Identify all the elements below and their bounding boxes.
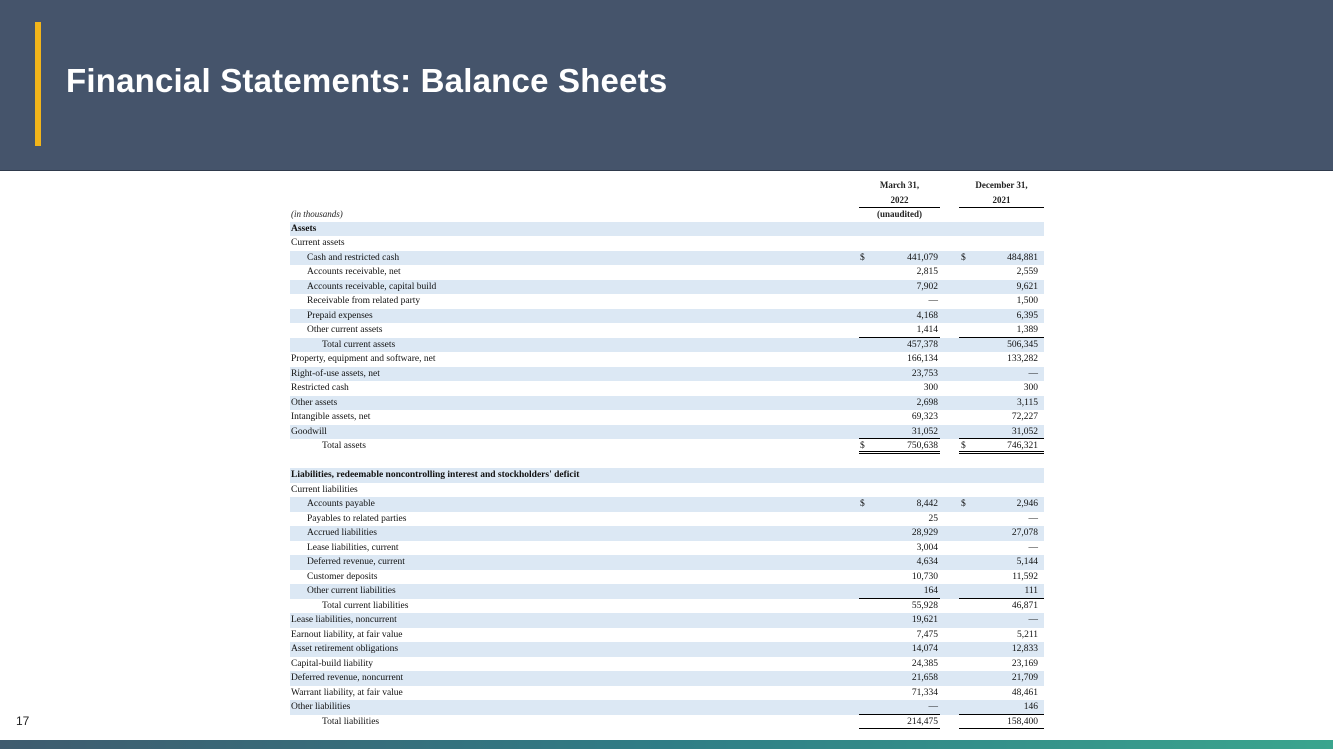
table-row (290, 613, 1044, 628)
value-dec-2021: 31,052 (1011, 426, 1038, 437)
row-label: Accounts receivable, net (307, 267, 401, 277)
value-mar-2022: 69,323 (911, 412, 938, 422)
value-dec-2021: 27,078 (1011, 528, 1038, 538)
value-mar-2022: 24,385 (911, 658, 938, 669)
value-dec-2021: 2,946 (1016, 499, 1038, 509)
value-mar-2022: 8,442 (916, 499, 938, 509)
row-label: Total current liabilities (322, 600, 409, 611)
slide-title: Financial Statements: Balance Sheets (66, 62, 668, 99)
value-dec-2021: 46,871 (1011, 600, 1038, 611)
table-row (290, 555, 1044, 570)
table-row (290, 338, 1044, 353)
value-dec-2021: 746,321 (1007, 441, 1038, 451)
row-label: Earnout liability, at fair value (291, 629, 403, 640)
value-dec-2021: 146 (1023, 702, 1038, 712)
value-dec-2021: 111 (1024, 586, 1038, 596)
underline-rule (859, 451, 940, 454)
slide-header (0, 0, 1333, 171)
value-dec-2021: — (1028, 513, 1038, 524)
value-mar-2022: 71,334 (911, 687, 938, 698)
col-a-header-year: 2022 (859, 193, 940, 209)
table-row (290, 584, 1044, 599)
table-row (290, 251, 1044, 266)
page-number: 17 (16, 714, 30, 728)
underline-rule (959, 728, 1044, 729)
currency-symbol: $ (961, 499, 966, 509)
currency-symbol: $ (860, 252, 865, 263)
row-label: Other liabilities (291, 702, 351, 712)
footer-stripe (0, 740, 1333, 749)
table-row (290, 425, 1044, 440)
row-label: Goodwill (291, 426, 327, 437)
balance-sheet-table (290, 178, 1044, 729)
row-label: Accrued liabilities (307, 528, 377, 538)
value-dec-2021: 133,282 (1007, 354, 1038, 364)
value-dec-2021: 1,500 (1016, 296, 1038, 306)
row-label: Payables to related parties (307, 513, 407, 524)
table-row (290, 700, 1044, 715)
row-label: Cash and restricted cash (307, 252, 400, 263)
table-row (290, 396, 1044, 411)
currency-symbol: $ (961, 441, 966, 451)
table-row (290, 410, 1044, 425)
row-label: Prepaid expenses (307, 310, 373, 321)
row-label: Property, equipment and software, net (291, 354, 436, 364)
table-row (290, 236, 1044, 251)
underline-rule (859, 728, 940, 729)
value-mar-2022: 300 (923, 383, 938, 393)
row-label: Intangible assets, net (291, 412, 371, 422)
col-b-header-year: 2021 (959, 193, 1044, 209)
table-row (290, 468, 1044, 483)
value-dec-2021: — (1028, 368, 1038, 379)
row-label: Total current assets (322, 339, 396, 350)
table-row (290, 671, 1044, 686)
value-mar-2022: 457,378 (907, 339, 938, 350)
table-row (290, 541, 1044, 556)
value-mar-2022: — (928, 702, 938, 712)
value-mar-2022: 23,753 (911, 368, 938, 379)
value-dec-2021: — (1028, 615, 1038, 625)
row-label: Assets (291, 223, 317, 234)
table-row (290, 642, 1044, 657)
table-row (290, 483, 1044, 498)
table-row (290, 439, 1044, 454)
value-dec-2021: 300 (1023, 383, 1038, 393)
row-label: Current liabilities (291, 484, 358, 495)
value-mar-2022: 441,079 (907, 252, 938, 263)
row-label: Other current assets (307, 325, 383, 335)
underline-rule (959, 451, 1044, 454)
value-mar-2022: 55,928 (911, 600, 938, 611)
table-row (290, 599, 1044, 614)
value-dec-2021: — (1028, 542, 1038, 553)
table-spacer (290, 454, 1044, 469)
value-dec-2021: 506,345 (1007, 339, 1038, 350)
table-row (290, 628, 1044, 643)
row-label: Asset retirement obligations (291, 644, 399, 654)
table-row (290, 309, 1044, 324)
value-mar-2022: 4,168 (916, 310, 938, 321)
currency-symbol: $ (860, 441, 865, 451)
col-a-header-status: (unaudited) (876, 209, 922, 219)
value-mar-2022: 2,698 (916, 397, 938, 408)
table-row (290, 367, 1044, 382)
row-label: Liabilities, redeemable noncontrolling interest and stockholders' deficit (291, 470, 580, 480)
row-label: Warrant liability, at fair value (291, 687, 403, 698)
value-mar-2022: 19,621 (911, 615, 938, 625)
value-mar-2022: 21,658 (911, 673, 938, 683)
row-label: Restricted cash (291, 383, 349, 393)
units-note: (in thousands) (291, 209, 343, 219)
value-mar-2022: 25 (928, 513, 938, 524)
row-label: Accounts payable (307, 499, 375, 509)
value-dec-2021: 21,709 (1011, 673, 1038, 683)
value-dec-2021: 3,115 (1016, 397, 1038, 408)
row-label: Total liabilities (322, 716, 380, 727)
row-label: Current assets (291, 238, 345, 248)
value-dec-2021: 23,169 (1011, 658, 1038, 669)
value-mar-2022: 214,475 (907, 716, 938, 727)
table-row (290, 352, 1044, 367)
value-dec-2021: 72,227 (1011, 412, 1038, 422)
accent-bar (35, 22, 41, 146)
col-b-header-month: December 31, (975, 180, 1028, 190)
row-label: Deferred revenue, noncurrent (291, 673, 404, 683)
table-row (290, 570, 1044, 585)
row-label: Total assets (322, 441, 366, 451)
table-row (290, 323, 1044, 338)
row-label: Receivable from related party (307, 296, 421, 306)
row-label: Lease liabilities, noncurrent (291, 615, 397, 625)
value-mar-2022: 750,638 (907, 441, 938, 451)
value-dec-2021: 1,389 (1016, 325, 1038, 335)
value-dec-2021: 5,144 (1016, 557, 1038, 567)
value-dec-2021: 11,592 (1012, 571, 1038, 582)
value-mar-2022: 10,730 (911, 571, 938, 582)
value-dec-2021: 12,833 (1011, 644, 1038, 654)
column-header-row-1 (290, 178, 1044, 193)
value-dec-2021: 6,395 (1016, 310, 1038, 321)
table-row (290, 657, 1044, 672)
table-row (290, 715, 1044, 730)
value-mar-2022: 1,414 (916, 325, 938, 335)
table-row (290, 280, 1044, 295)
table-row (290, 222, 1044, 237)
col-a-header-month: March 31, (879, 180, 920, 190)
currency-symbol: $ (860, 499, 865, 509)
value-mar-2022: 164 (923, 586, 938, 596)
column-header-row-2 (290, 193, 1044, 208)
value-dec-2021: 9,621 (1016, 281, 1038, 292)
column-header-row-3 (290, 207, 1044, 222)
row-label: Other current liabilities (307, 586, 396, 596)
value-dec-2021: 2,559 (1016, 267, 1038, 277)
value-dec-2021: 5,211 (1016, 629, 1038, 640)
row-label: Lease liabilities, current (307, 542, 399, 553)
value-mar-2022: 166,134 (907, 354, 938, 364)
value-mar-2022: 14,074 (911, 644, 938, 654)
table-body (290, 222, 1044, 730)
value-dec-2021: 48,461 (1011, 687, 1038, 698)
value-mar-2022: 28,929 (911, 528, 938, 538)
table-row (290, 381, 1044, 396)
table-row (290, 497, 1044, 512)
value-mar-2022: — (928, 296, 938, 306)
value-mar-2022: 4,634 (916, 557, 938, 567)
value-mar-2022: 31,052 (911, 426, 938, 437)
value-dec-2021: 158,400 (1007, 716, 1038, 727)
table-row (290, 512, 1044, 527)
currency-symbol: $ (961, 252, 966, 263)
row-label: Right-of-use assets, net (291, 368, 380, 379)
table-row (290, 294, 1044, 309)
row-label: Deferred revenue, current (307, 557, 405, 567)
value-mar-2022: 7,475 (916, 629, 938, 640)
row-label: Capital-build liability (291, 658, 374, 669)
table-row (290, 686, 1044, 701)
value-mar-2022: 2,815 (916, 267, 938, 277)
value-dec-2021: 484,881 (1007, 252, 1038, 263)
row-label: Other assets (291, 397, 338, 408)
value-mar-2022: 7,902 (916, 281, 938, 292)
table-row (290, 265, 1044, 280)
row-label: Accounts receivable, capital build (307, 281, 437, 292)
value-mar-2022: 3,004 (916, 542, 938, 553)
row-label: Customer deposits (307, 571, 378, 582)
table-row (290, 526, 1044, 541)
